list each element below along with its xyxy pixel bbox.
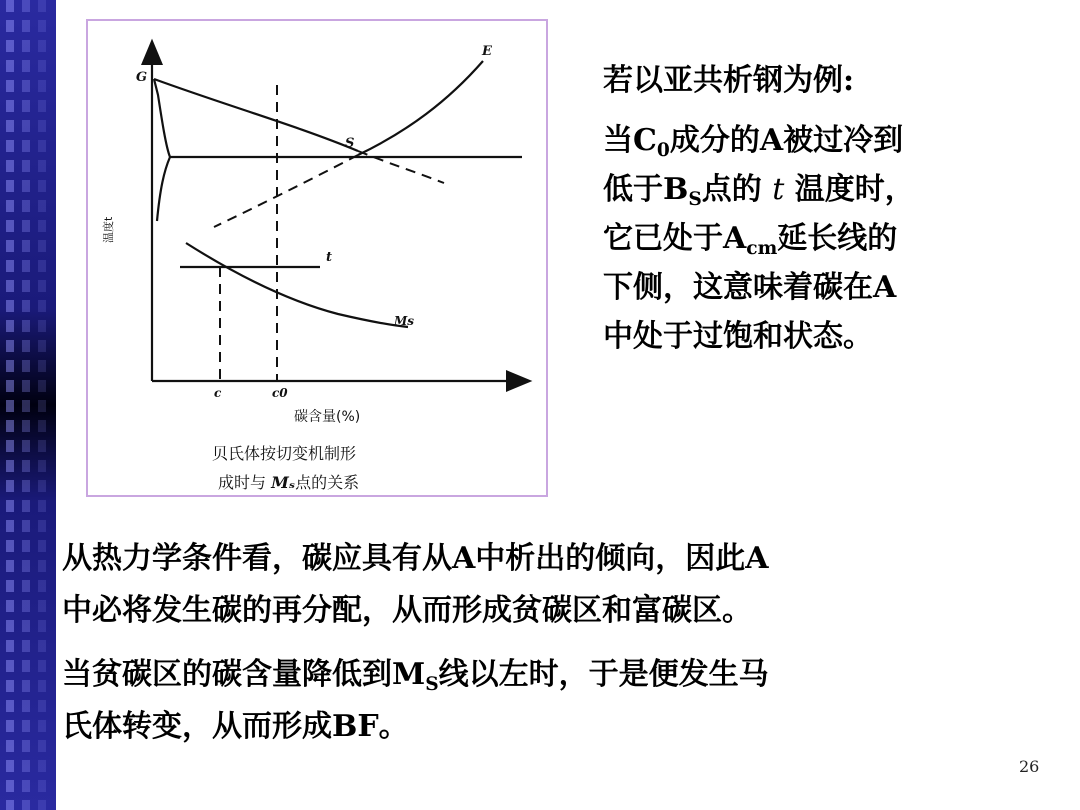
right-line-2: 低于$B_S$点的 t 温度时，: [603, 172, 915, 210]
right-line-1: 当$C_0$成分的A被过冷到: [603, 123, 904, 161]
bottom-p2-line2: 氏体转变，从而形成BF。: [62, 709, 409, 744]
figure-caption-line2: [218, 470, 359, 493]
left-decorative-strip: [0, 0, 56, 810]
phase-diagram-figure: [86, 19, 548, 497]
y-axis-label: 温度t: [102, 216, 115, 243]
se-line: [358, 61, 483, 155]
label-g: G: [136, 70, 148, 85]
x-axis-label: 碳含量(%): [294, 409, 361, 425]
label-t: t: [326, 250, 333, 265]
right-line-4: 下侧，这意味着碳在A: [603, 270, 897, 305]
strip-pattern: [6, 0, 14, 810]
acm-extension: [358, 151, 444, 183]
label-s: S: [345, 136, 355, 151]
gs-curve: [154, 79, 358, 151]
right-heading: 若以亚共析钢为例:: [603, 63, 855, 98]
bottom-p1-line2: 中必将发生碳的再分配，从而形成贫碳区和富碳区。: [62, 593, 752, 628]
caption-ms: Mₛ: [271, 473, 296, 492]
label-e: E: [482, 44, 492, 59]
page-number: 26: [1019, 757, 1040, 776]
strip-pattern: [22, 0, 30, 810]
right-line-3: 它已处于$A_{cm}$延长线的: [603, 221, 898, 259]
bs-extension: [214, 155, 358, 227]
caption-suffix: 点的关系: [295, 473, 360, 492]
bottom-p1-line1: 从热力学条件看，碳应具有从A中析出的倾向，因此A: [62, 541, 769, 576]
g-spike: [154, 79, 170, 221]
label-c0: c0: [272, 386, 288, 400]
bottom-explanation: [62, 533, 1062, 753]
right-line-5: 中处于过饱和状态。: [603, 319, 873, 354]
figure-caption-line1: 贝氏体按切变机制形: [212, 444, 357, 463]
right-explanation: [603, 58, 1043, 363]
caption-prefix: 成时与: [218, 473, 272, 492]
bottom-p2-line1: 当贫碳区的碳含量降低到$M_S$线以左时，于是便发生马: [62, 657, 769, 695]
label-ms: Ms: [394, 314, 415, 328]
phase-diagram-svg: [88, 21, 546, 495]
label-c: c: [214, 386, 222, 400]
strip-pattern: [38, 0, 46, 810]
